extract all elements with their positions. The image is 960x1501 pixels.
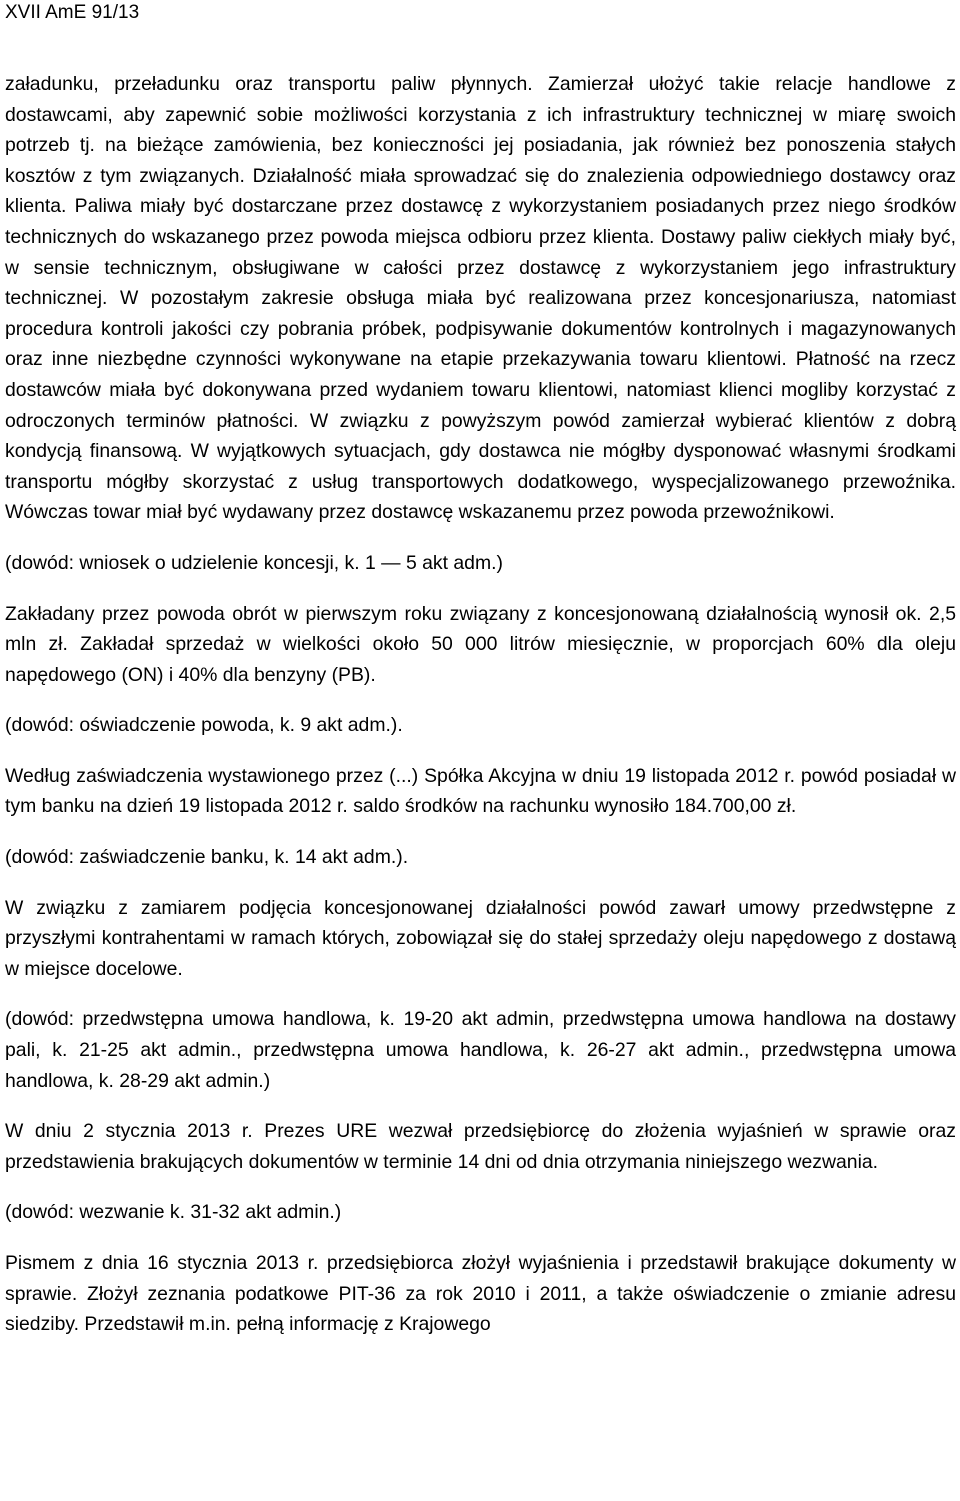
evidence-note-summons: (dowód: wezwanie k. 31-32 akt admin.) [5, 1201, 342, 1224]
evidence-note-license-application: (dowód: wniosek o udzielenie koncesji, k. 1 — 5 akt adm.) [5, 551, 503, 574]
document-body [5, 69, 956, 1360]
paragraph-explanations-letter: Pismem z dnia 16 stycznia 2013 r. przedsiębiorca złożył wyjaśnienia i przedstawił brakujące dokumenty w sprawie. Złożył zeznania podatkowe PIT-36 za rok 2010 i 2011, a także oświadczenie o zmianie adresu siedziby. Przedstawił m.in. pełną informację z Krajowego [5, 1252, 956, 1336]
evidence-note-bank-certificate: (dowód: zaświadczenie banku, k. 14 akt adm.). [5, 846, 409, 869]
paragraph-planned-turnover: Zakładany przez powoda obrót w pierwszym roku związany z koncesjonowaną działalnością wynosił ok. 2,5 mln zł. Zakładał sprzedaż w wielkości około 50 000 litrów miesięcznie, w proporcjach 60% dla oleju napędowego (ON) i 40% dla benzyny (PB). [5, 602, 956, 686]
case-reference: XVII AmE 91/13 [5, 2, 140, 23]
evidence-note-trade-agreements: (dowód: przedwstępna umowa handlowa, k. 19-20 akt admin, przedwstępna umowa handlowa na dostawy pali, k. 21-25 akt admin., przedwstępna umowa handlowa, k. 26-27 akt admin., przedwstępna umowa handlowa, k. 28-29 akt admin.) [5, 1008, 956, 1092]
paragraph-ure-summons: W dniu 2 stycznia 2013 r. Prezes URE wezwał przedsiębiorcę do złożenia wyjaśnień w sprawie oraz przedstawienia brakujących dokumentów w terminie 14 dni od dnia otrzymania niniejszego wezwania. [5, 1120, 956, 1173]
paragraph-bank-certificate: Według zaświadczenia wystawionego przez (...) Spółka Akcyjna w dniu 19 listopada 2012 r. powód posiadał w tym banku na dzień 19 listopada 2012 r. saldo środków na rachunku wynosiło 184.700,00 zł. [5, 764, 956, 818]
paragraph-preliminary-agreements: W związku z zamiarem podjęcia koncesjonowanej działalności powód zawarł umowy przedwstępne z przyszłymi kontrahentami w ramach których, zobowiązał się do stałej sprzedaży oleju napędowego z dostawą w miejsce docelowe. [5, 896, 956, 980]
paragraph-business-model: załadunku, przeładunku oraz transportu paliw płynnych. Zamierzał ułożyć takie relacje handlowe z dostawcami, aby zapewnić sobie możliwości korzystania z ich infrastruktury technicznej w miarę swoich potrzeb tj. na bieżące zamówienia, bez konieczności jej posiadania, jak również bez ponoszenia stałych kosztów z tym związanych. Działalność miała sprowadzać się do znalezienia odpowiedniego dostawcy oraz klienta. Paliwa miały być dostarczane przez dostawcę z wykorzystaniem posiadanych przez niego środków technicznych do wskazanego przez powoda miejsca odbioru przez klienta. Dostawy paliw ciekłych miały być, w sensie technicznym, obsługiwane w całości przez dostawcę z wykorzystaniem jego infrastruktury technicznej. W pozostałym zakresie obsługa miała być realizowana przez koncesjonariusza, natomiast procedura kontroli jakości czy pobrania próbek, podpisywanie dokumentów kontrolnych i magazynowanych oraz inne niezbędne czynności wykonywane na etapie przekazywania towaru klientowi. Płatność na rzecz dostawców miała być dokonywana przed wydaniem towaru klientowi, natomiast klienci mogliby korzystać z odroczonych terminów płatności. W związku z powyższym powód zamierzał wybierać klientów z dobrą kondycją finansową. W wyjątkowych sytuacjach, gdy dostawca nie mógłby dysponować własnymi środkami transportu mógłby skorzystać z usług transportowych dodatkowego, wyspecjalizowanego przewoźnika. Wówczas towar miał być wydawany przez dostawcę wskazanemu przez powoda przewoźnikowi. [5, 73, 956, 524]
evidence-note-plaintiff-statement: (dowód: oświadczenie powoda, k. 9 akt adm.). [5, 714, 403, 737]
